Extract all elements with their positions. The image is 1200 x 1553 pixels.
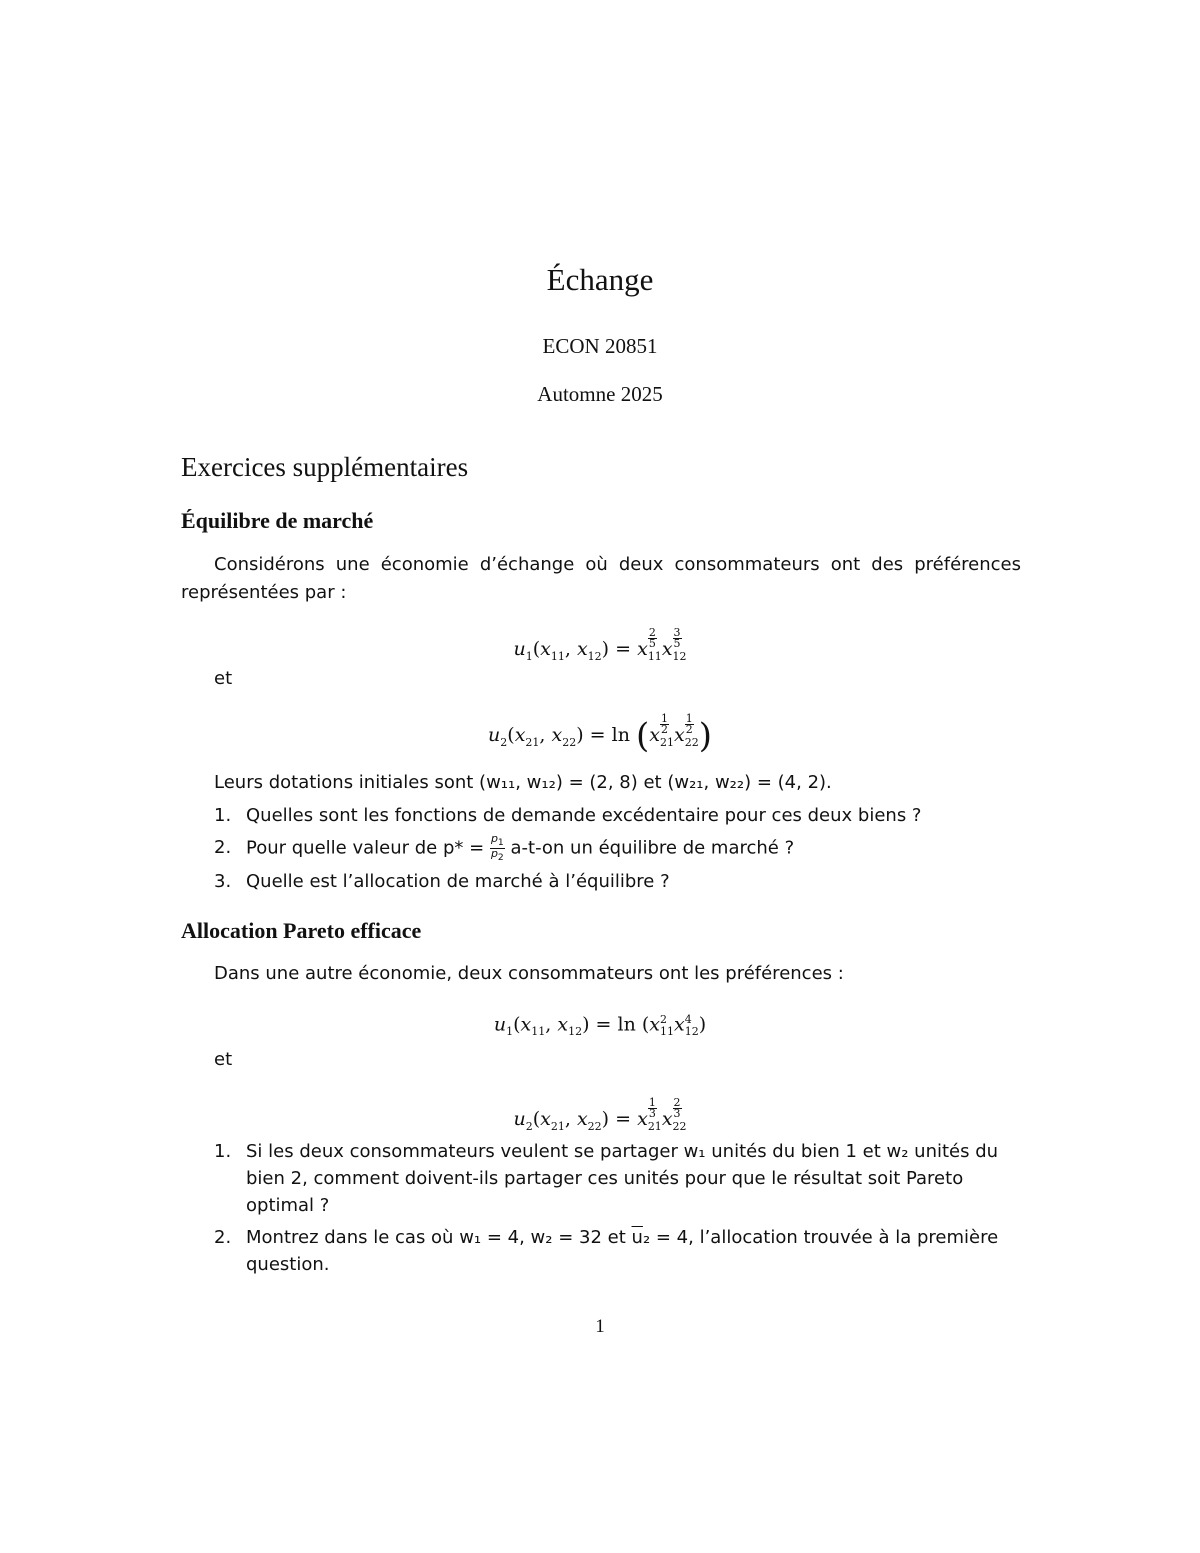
endowments-text: Leurs dotations initiales sont (w₁₁, w₁₂) = (2, 8) et (w₂₁, w₂₂) = (4, 2). [214, 772, 832, 793]
part1-intro: Considérons une économie d’échange où deux consommateurs ont des préférences représentées par : [181, 554, 1021, 603]
utility-4-equation: $u_2(x_{21}$, $x_{22}) = x$ $\frac{1}{3}$ $_{21}$x $\frac{2}{3}$ $_{22}$ [513, 1096, 687, 1133]
part2-intro: Dans une autre économie, deux consommateurs ont les préférences : [214, 963, 844, 984]
list-item: 1. Quelles sont les fonctions de demande excédentaire pour ces deux biens ? [214, 805, 922, 826]
part2-question-list [214, 1138, 1022, 1283]
section-title: Exercices supplémentaires [181, 452, 469, 482]
list-item: 2. Pour quelle valeur de p* = $\frac{p_1}{p_2}$ a-t-on un équilibre de marché ? [214, 832, 795, 864]
list-item: 3. Quelle est l’allocation de marché à l’équilibre ? [214, 871, 670, 893]
utility-3-equation: $u_1(x_{11}$, $x_{12}) = \ln (x^2_{11}x^4_{12})$ [493, 1013, 707, 1039]
part1-et: et [214, 668, 233, 689]
utility-2-equation: $u_2(x_{21}$, $x_{22}) = \ln (x$ $\frac{1}{2}$ $_{21}$x $\frac{1}{2}$ $_{22}$) [488, 712, 712, 756]
utility-1-equation: $u_1(x_{11}$, $x_{12}) = x$ $\frac{2}{5}$ $_{11}$x $\frac{3}{5}$ $_{12}$ [513, 626, 687, 663]
part2-heading: Allocation Pareto efficace [181, 918, 422, 943]
list-item: 2. Montrez dans le cas où w₁ = 4, w₂ = 32 et $\overline{u}_2 = 4$, l’allocation trouvée à la première question. [214, 1227, 999, 1275]
part1-heading: Équilibre de marché [181, 508, 374, 533]
price-ratio: $\frac{p_1}{p_2}$ [490, 832, 504, 864]
document-title: Échange [546, 262, 654, 297]
list-item: 1. Si les deux consommateurs veulent se partager w₁ unités du bien 1 et w₂ unités du bien 2, comment doivent-ils partager ces unités pour que le résultat soit Pareto optimal ? [214, 1141, 999, 1216]
course-code: ECON 20851 [542, 334, 658, 358]
part1-question-list [214, 802, 1022, 900]
part2-et: et [214, 1049, 233, 1070]
page-number: 1 [595, 1316, 605, 1337]
term: Automne 2025 [537, 382, 663, 406]
